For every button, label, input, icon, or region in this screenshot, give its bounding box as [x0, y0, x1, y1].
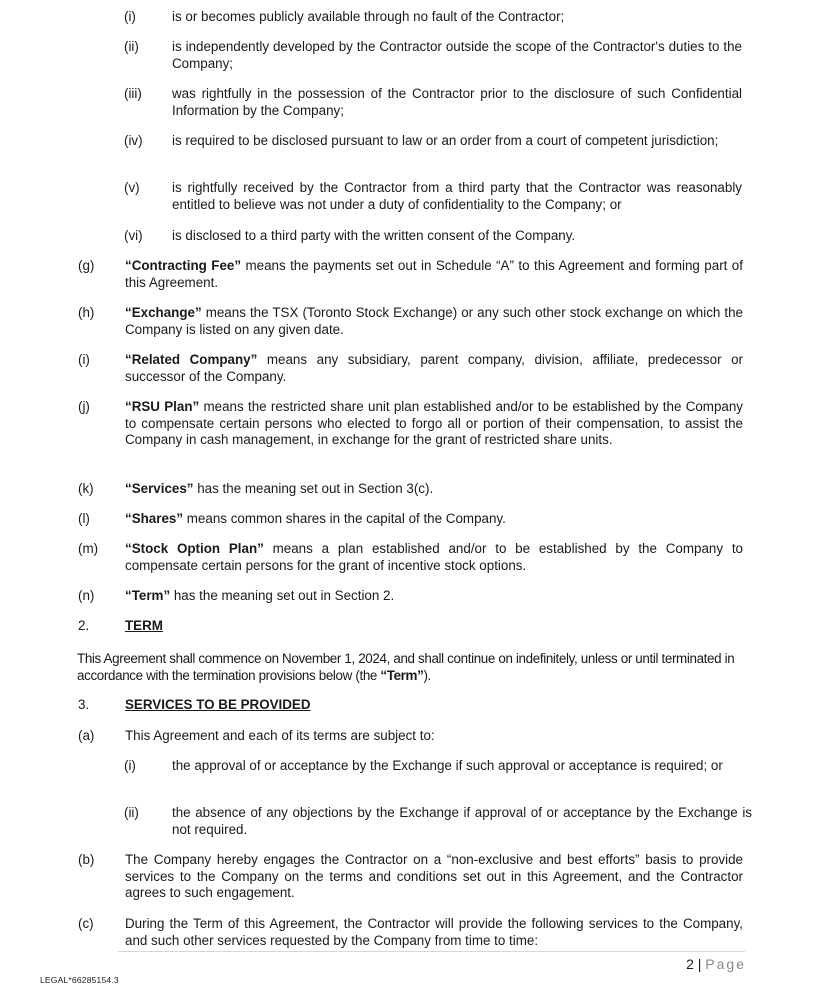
- definition-text: [125, 352, 743, 385]
- clause-text: During the Term of this Agreement, the Contractor will provide the following services to the Company, and such other services requested by the Company from time to time:: [125, 916, 743, 948]
- clause-label: (a): [78, 728, 95, 743]
- definition-text: [125, 481, 743, 498]
- item-text: is rightfully received by the Contractor from a third party that the Contractor was reasonably entitled to believe was not under a duty of confidentiality to the Company; or: [172, 180, 742, 212]
- definition-label: (n): [78, 588, 95, 603]
- definition-body: has the meaning set out in Section 3(c).: [193, 481, 434, 496]
- definition-text: [125, 305, 743, 338]
- item-text: is disclosed to a third party with the written consent of the Company.: [172, 228, 576, 243]
- definition-label: (j): [78, 399, 90, 414]
- clause-text: This Agreement and each of its terms are subject to:: [125, 728, 435, 743]
- defined-term: “Services”: [125, 481, 194, 496]
- item-label: (i): [124, 758, 136, 773]
- item-label: (i): [124, 9, 136, 24]
- definition-text: [125, 399, 743, 449]
- defined-term: “Exchange”: [125, 305, 202, 320]
- section-number: 2.: [78, 618, 90, 633]
- definition-text: [125, 588, 743, 605]
- item-text: is required to be disclosed pursuant to law or an order from a court of competent jurisdiction;: [172, 133, 719, 148]
- definition-text: [125, 511, 743, 528]
- section-title: TERM: [125, 618, 163, 633]
- term-body-end: ).: [423, 667, 431, 683]
- definition-label: (h): [78, 305, 95, 320]
- page-separator: |: [693, 956, 706, 972]
- definition-body: means the restricted share unit plan established and/or to be established by the Company to compensate certain persons who elected to forgo all or portion of their compensation, to assist the Company in cash management, in exchange for the grant of restricted share units.: [125, 399, 743, 447]
- defined-term: “Term”: [380, 667, 424, 683]
- item-text: is or becomes publicly available through no fault of the Contractor;: [172, 9, 565, 24]
- item-text: is independently developed by the Contractor outside the scope of the Contractor's duties to the Company;: [172, 39, 742, 71]
- definition-body: means a plan established and/or to be established by the Company to compensate certain persons for the grant of incentive stock options.: [125, 541, 743, 573]
- definition-label: (g): [78, 258, 95, 273]
- definition-text: [125, 258, 743, 291]
- page-number: [686, 956, 746, 973]
- definition-body: means the TSX (Toronto Stock Exchange) or any such other stock exchange on which the Company is listed on any given date.: [125, 305, 743, 337]
- item-label: (iv): [124, 133, 143, 148]
- definition-label: (l): [78, 511, 90, 526]
- section-title: SERVICES TO BE PROVIDED: [125, 697, 311, 712]
- item-label: (ii): [124, 805, 139, 820]
- definition-label: (i): [78, 352, 90, 367]
- definition-label: (k): [78, 481, 94, 496]
- footer-divider: [118, 951, 745, 952]
- item-label: (v): [124, 180, 140, 195]
- clause-label: (b): [78, 852, 95, 867]
- item-text: the approval of or acceptance by the Exchange if such approval or acceptance is required; or: [172, 758, 723, 773]
- defined-term: “Related Company”: [125, 352, 258, 367]
- clause-label: (c): [78, 916, 94, 931]
- definition-text: [125, 541, 743, 574]
- item-label: (vi): [124, 228, 143, 243]
- definition-body: means the payments set out in Schedule “A” to this Agreement and forming part of this Agreement.: [125, 258, 743, 290]
- defined-term: “Term”: [125, 588, 171, 603]
- definition-body: has the meaning set out in Section 2.: [170, 588, 395, 603]
- item-label: (iii): [124, 86, 142, 101]
- page-number-value: 2: [686, 956, 694, 972]
- defined-term: “Shares”: [125, 511, 184, 526]
- definition-label: (m): [78, 541, 99, 556]
- defined-term: “Stock Option Plan”: [125, 541, 264, 556]
- clause-text: The Company hereby engages the Contractor on a “non-exclusive and best efforts” basis to provide services to the Company on the terms and conditions set out in this Agreement, and the Contractor agrees to such engagement.: [125, 852, 743, 900]
- defined-term: “Contracting Fee”: [125, 258, 242, 273]
- section-number: 3.: [78, 697, 90, 712]
- item-label: (ii): [124, 39, 139, 54]
- page-word: Page: [705, 956, 746, 972]
- definition-body: means any subsidiary, parent company, division, affiliate, predecessor or successor of the Company.: [125, 352, 743, 384]
- section-2-body: [77, 651, 737, 684]
- definition-body: means common shares in the capital of the Company.: [183, 511, 506, 526]
- term-body-start: This Agreement shall commence on November 1, 2024, and shall continue on indefinitely, unless or until terminated in accordance with the termination provisions below (the: [77, 651, 735, 683]
- item-text: was rightfully in the possession of the Contractor prior to the disclosure of such Confidential Information by the Company;: [172, 86, 742, 118]
- defined-term: “RSU Plan”: [125, 399, 200, 414]
- document-id: LEGAL*66285154.3: [40, 975, 119, 985]
- item-text: the absence of any objections by the Exchange if approval of or acceptance by the Exchange is not required.: [172, 805, 752, 837]
